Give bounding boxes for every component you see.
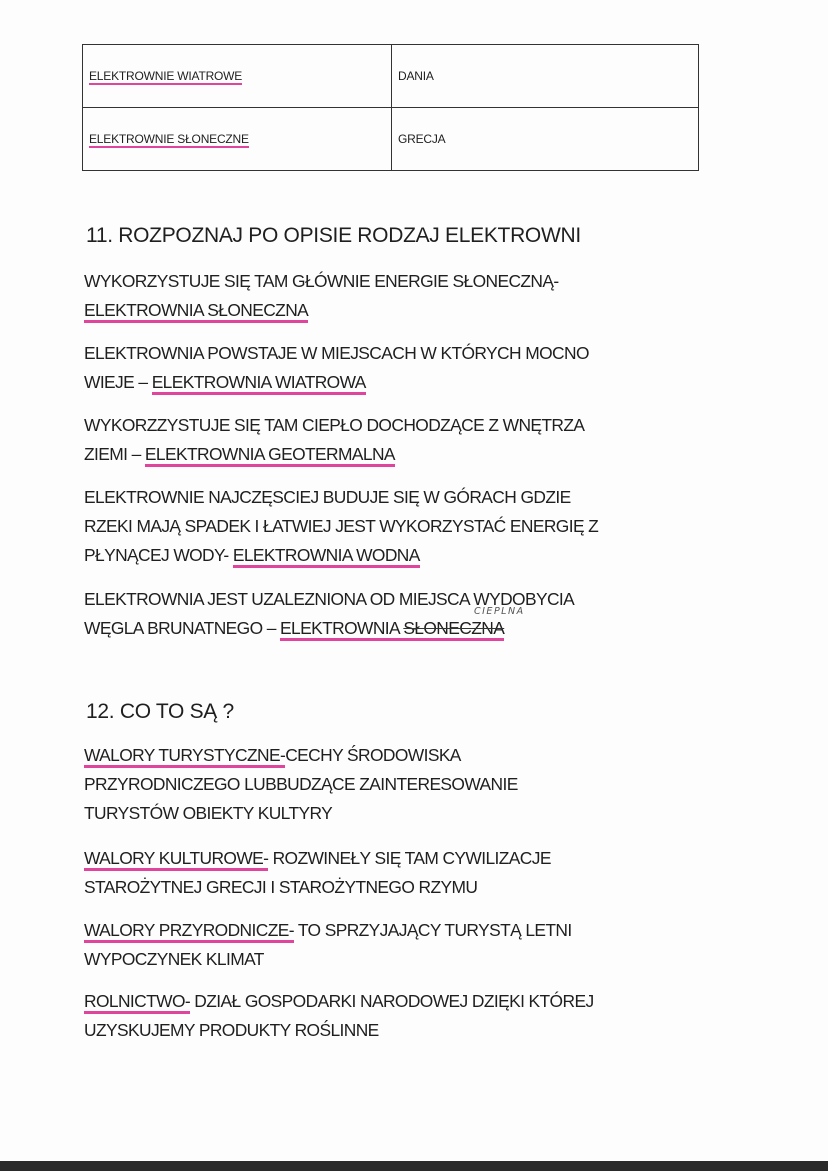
table-row bbox=[83, 45, 699, 108]
answer: ELEKTROWNIA WODNA bbox=[233, 545, 420, 568]
scan-bottom-edge bbox=[0, 1161, 828, 1171]
q11-item-3: WYKORZZYSTUJE SIĘ TAM CIEPŁO DOCHODZĄCE Z WNĘTRZA ZIEMI – ELEKTROWNIA GEOTERMALNA bbox=[84, 411, 694, 469]
term: WALORY PRZYRODNICZE- bbox=[84, 920, 294, 943]
power-plants-table bbox=[82, 44, 699, 171]
q11-item-1: WYKORZYSTUJE SIĘ TAM GŁÓWNIE ENERGIE SŁONECZNĄ- ELEKTROWNIA SŁONECZNA bbox=[84, 267, 694, 325]
q12-item-4: ROLNICTWO- DZIAŁ GOSPODARKI NARODOWEJ DZIĘKI KTÓREJ UZYSKUJEMY PRODUKTY ROŚLINNE bbox=[84, 991, 594, 1040]
table-cell-type: ELEKTROWNIE WIATROWE bbox=[83, 45, 392, 108]
q11-item-2: ELEKTROWNIA POWSTAJE W MIEJSCACH W KTÓRYCH MOCNO WIEJE – ELEKTROWNIA WIATROWA bbox=[84, 339, 694, 397]
answer: ELEKTROWNIA GEOTERMALNA bbox=[145, 444, 395, 467]
table-cell-country: GRECJA bbox=[392, 108, 699, 171]
table-row bbox=[83, 108, 699, 171]
term: WALORY KULTUROWE- bbox=[84, 848, 268, 871]
table-cell-country: DANIA bbox=[392, 45, 699, 108]
question-12-title: 12. CO TO SĄ ? bbox=[86, 700, 234, 723]
q12-item-1: WALORY TURYSTYCZNE-CECHY ŚRODOWISKA PRZYRODNICZEGO LUBBUDZĄCE ZAINTERESOWANIE TURYSTÓW OBIEKTY KULTYRY bbox=[84, 745, 518, 823]
term: WALORY TURYSTYCZNE- bbox=[84, 745, 285, 768]
answer: ELEKTROWNIA SŁONECZNA bbox=[84, 300, 308, 323]
question-11-title: 11. ROZPOZNAJ PO OPISIE RODZAJ ELEKTROWNI bbox=[86, 224, 581, 247]
term: ROLNICTWO- bbox=[84, 991, 190, 1014]
answer: ELEKTROWNIA WIATROWA bbox=[152, 372, 366, 395]
handwritten-correction: CIEPLNA bbox=[474, 606, 525, 617]
q12-item-2: WALORY KULTUROWE- ROZWINEŁY SIĘ TAM CYWILIZACJE STAROŻYTNEJ GRECJI I STAROŻYTNEGO RZYMU bbox=[84, 848, 551, 897]
q11-item-5: ELEKTROWNIA JEST UZALEZNIONA OD MIEJSCA WYDOBYCIA WĘGLA BRUNATNEGO – ELEKTROWNIA SŁONECZNA bbox=[84, 585, 694, 643]
table-cell-type: ELEKTROWNIE SŁONECZNE bbox=[83, 108, 392, 171]
answer: ELEKTROWNIA SŁONECZNA bbox=[280, 618, 504, 641]
q12-item-3: WALORY PRZYRODNICZE- TO SPRZYJAJĄCY TURYSTĄ LETNI WYPOCZYNEK KLIMAT bbox=[84, 920, 572, 969]
q11-item-4: ELEKTROWNIE NAJCZĘSCIEJ BUDUJE SIĘ W GÓRACH GDZIE RZEKI MAJĄ SPADEK I ŁATWIEJ JEST WYKORZYSTAĆ ENERGIĘ Z PŁYNĄCEJ WODY- ELEKTROWNIA WODNA bbox=[84, 483, 694, 570]
crossed-out-answer: SŁONECZNA bbox=[403, 618, 505, 638]
